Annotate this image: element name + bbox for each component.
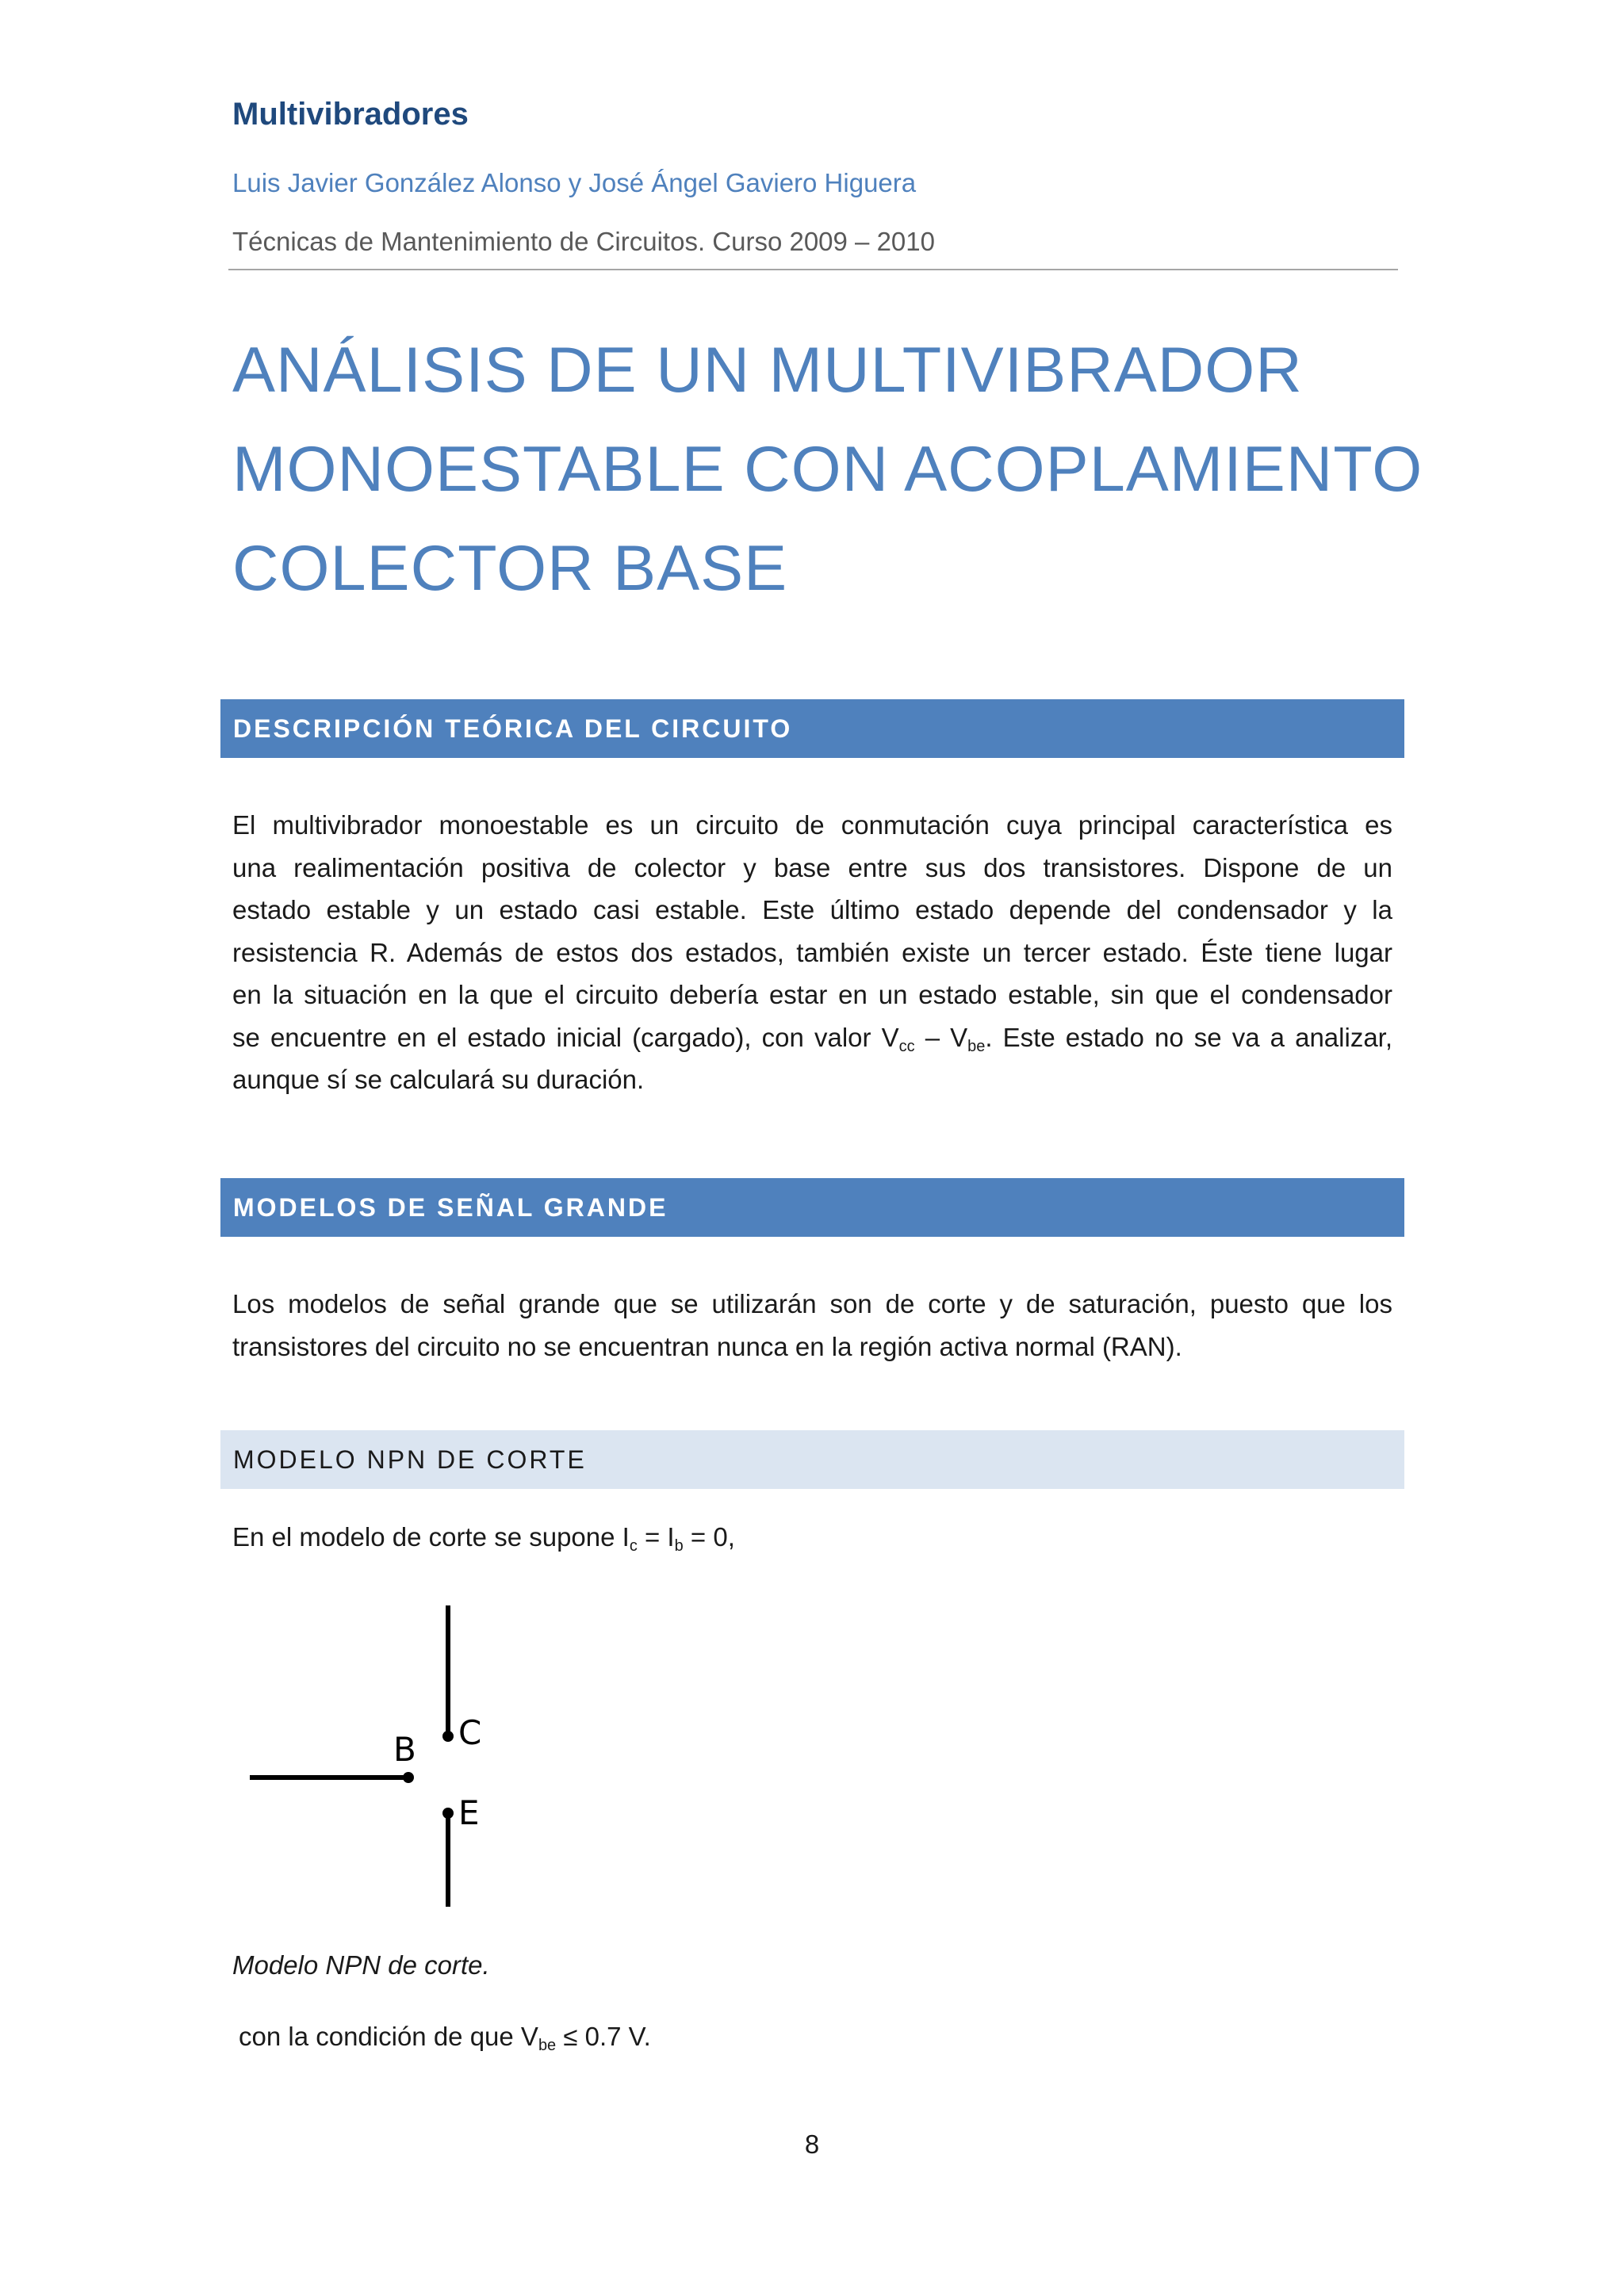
section-heading-descripcion bbox=[220, 699, 1404, 758]
paragraph-line: transistores del circuito no se encuentran nunca en la región activa normal (RAN). bbox=[232, 1331, 1182, 1361]
text-fragment: En el modelo de corte se supone I bbox=[232, 1522, 630, 1552]
paragraph-line: una realimentación positiva de colector y base entre sus dos transistores. Dispone de un bbox=[232, 852, 1392, 882]
paragraph-line: Los modelos de señal grande que se utilizarán son de corte y de saturación, puesto que los bbox=[232, 1289, 1392, 1318]
main-heading-line: MONOESTABLE CON ACOPLAMIENTO bbox=[232, 434, 1423, 505]
paragraph-modelos bbox=[232, 1283, 1392, 1368]
npn-cutoff-diagram bbox=[238, 1594, 523, 1927]
subscript: be bbox=[538, 2037, 557, 2054]
subscript: b bbox=[674, 1537, 684, 1555]
document-course: Técnicas de Mantenimiento de Circuitos. Curso 2009 – 2010 bbox=[232, 227, 935, 256]
subsection-heading-label: MODELO NPN DE CORTE bbox=[233, 1445, 587, 1474]
text-fragment: = 0, bbox=[683, 1522, 735, 1552]
section-heading-modelos bbox=[220, 1178, 1404, 1237]
npn-cutoff-svg bbox=[238, 1594, 523, 1927]
paragraph-line: en la situación en la que el circuito debería estar en un estado estable, sin que el condensador bbox=[232, 980, 1392, 1009]
subscript: cc bbox=[898, 1037, 915, 1055]
paragraph-line bbox=[232, 1016, 1392, 1059]
paragraph-line: aunque sí se calculará su duración. bbox=[232, 1065, 645, 1094]
base-label: B bbox=[393, 1730, 416, 1769]
collector-node bbox=[442, 1731, 454, 1742]
text-fragment: con la condición de que V bbox=[239, 2022, 538, 2051]
main-heading bbox=[232, 321, 1423, 618]
paragraph-descripcion bbox=[232, 804, 1392, 1101]
subscript: be bbox=[967, 1037, 986, 1055]
page-number: 8 bbox=[804, 2130, 820, 2159]
text-fragment: ≤ 0.7 V. bbox=[556, 2022, 651, 2051]
text-fragment: – V bbox=[914, 1022, 968, 1052]
text-fragment: . Este estado no se va a analizar, bbox=[985, 1022, 1393, 1052]
base-node bbox=[403, 1772, 414, 1783]
paragraph-line: El multivibrador monoestable es un circuito de conmutación cuya principal característica es bbox=[232, 810, 1392, 840]
header-divider bbox=[228, 269, 1398, 270]
emitter-label: E bbox=[458, 1793, 480, 1832]
paragraph-line: resistencia R. Además de estos dos estados, también existe un tercer estado. Éste tiene lugar bbox=[232, 937, 1392, 967]
paragraph-line: estado estable y un estado casi estable. Este último estado depende del condensador y la bbox=[232, 895, 1392, 924]
subscript: c bbox=[629, 1537, 638, 1555]
document-title: Multivibradores bbox=[232, 97, 469, 132]
section-heading-label: DESCRIPCIÓN TEÓRICA DEL CIRCUITO bbox=[233, 714, 793, 743]
subsection-heading-npn-corte bbox=[220, 1430, 1404, 1489]
main-heading-line: ANÁLISIS DE UN MULTIVIBRADOR bbox=[232, 335, 1303, 406]
condition-text bbox=[239, 2022, 651, 2052]
section-heading-label: MODELOS DE SEÑAL GRANDE bbox=[233, 1192, 668, 1222]
main-heading-line: COLECTOR BASE bbox=[232, 533, 788, 604]
collector-label: C bbox=[458, 1713, 482, 1752]
document-authors: Luis Javier González Alonso y José Ángel Gaviero Higuera bbox=[232, 168, 917, 197]
text-fragment: se encuentre en el estado inicial (cargado), con valor V bbox=[232, 1022, 899, 1052]
figure-caption: Modelo NPN de corte. bbox=[232, 1950, 490, 1980]
text-fragment: = I bbox=[637, 1522, 675, 1552]
model-intro-text bbox=[232, 1522, 735, 1555]
